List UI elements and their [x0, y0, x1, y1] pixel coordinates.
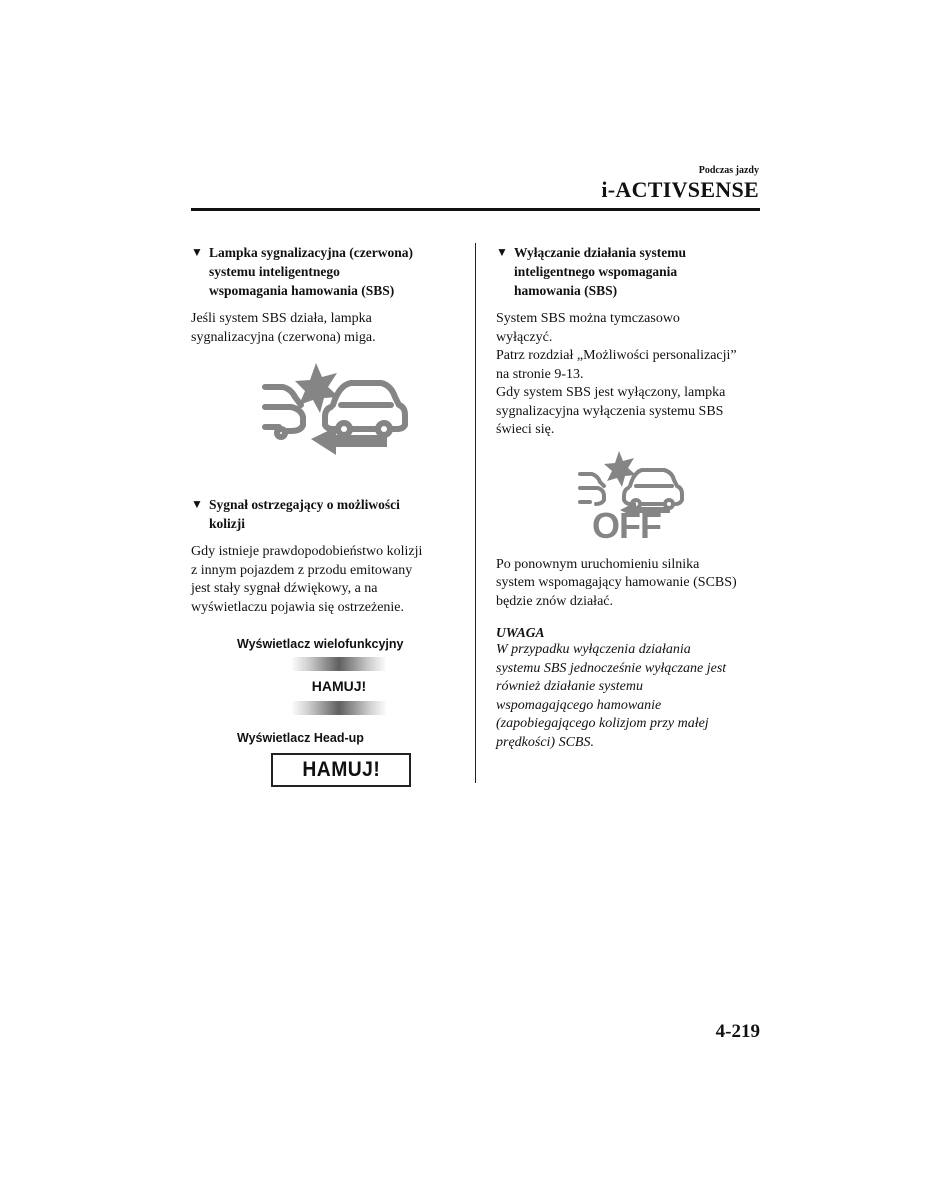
heading-line: Sygnał ostrzegający o możliwości: [209, 497, 400, 512]
collision-warning-heading: [191, 495, 453, 533]
sbs-off-heading: [496, 243, 758, 300]
column-divider: [475, 243, 476, 783]
hud-label: Wyświetlacz Head-up: [237, 731, 364, 745]
heading-line: kolizji: [209, 516, 245, 531]
sbs-warning-graphic: [191, 363, 453, 463]
collision-warning-paragraph: Gdy istnieje prawdopodobieństwo kolizji z innym pojazdem z przodu emitowany jest stały sygnał dźwiękowy, a na wyświetlaczu pojawia się ostrzeżenie.: [191, 544, 423, 615]
page-header-title: i-ACTIVSENSE: [601, 177, 759, 202]
mfd-gradient-bar-top: [291, 657, 387, 671]
off-text: OFF: [592, 504, 661, 546]
note-label: UWAGA: [496, 625, 545, 640]
heading-line: Lampka sygnalizacyjna (czerwona): [209, 245, 413, 260]
heading-line: systemu inteligentnego: [209, 264, 340, 279]
mfd-gradient-bar-bottom: [291, 701, 387, 715]
page-header-section: Podczas jazdy: [698, 165, 759, 176]
left-column: [191, 243, 453, 787]
triangle-marker-icon: ▼: [191, 497, 203, 511]
sbs-off-paragraph: System SBS można tymczasowo wyłączyć. Patrz rozdział „Możliwości personalizacji” na stronie 9-13. Gdy system SBS jest wyłączony, lampka sygnalizacyjna wyłączenia systemu SBS świeci się.: [496, 311, 737, 437]
sbs-warning-light-paragraph: Jeśli system SBS działa, lampka sygnalizacyjna (czerwona) miga.: [191, 311, 376, 345]
sbs-warning-light-heading: [191, 243, 453, 300]
header-rule: [191, 208, 760, 211]
mfd-display: [291, 657, 387, 715]
triangle-marker-icon: ▼: [496, 245, 508, 259]
heading-line: wspomagania hamowania (SBS): [209, 283, 395, 298]
heading-line: hamowania (SBS): [514, 283, 618, 298]
hud-display: [271, 753, 411, 787]
sbs-off-icon: [496, 450, 758, 550]
engine-restart-paragraph: Po ponownym uruchomieniu silnika system wspomagający hamowanie (SCBS) będzie znów działać.: [496, 556, 737, 609]
heading-line: inteligentnego wspomagania: [514, 264, 678, 279]
sbs-collision-warning-icon: [191, 363, 453, 463]
mfd-label: Wyświetlacz wielofunkcyjny: [237, 637, 404, 651]
mfd-message: HAMUJ!: [311, 678, 367, 694]
page-number: 4-219: [715, 1021, 760, 1042]
right-column: [496, 243, 758, 752]
note-text: W przypadku wyłączenia działania systemu SBS jednocześnie wyłączane jest również działanie systemu wspomagającego hamowanie (zapobiegającego kolizjom przy małej prędkości) SCBS.: [496, 642, 727, 750]
hud-message: HAMUJ!: [302, 758, 380, 781]
heading-line: Wyłączanie działania systemu: [514, 245, 686, 260]
triangle-marker-icon: ▼: [191, 245, 203, 259]
